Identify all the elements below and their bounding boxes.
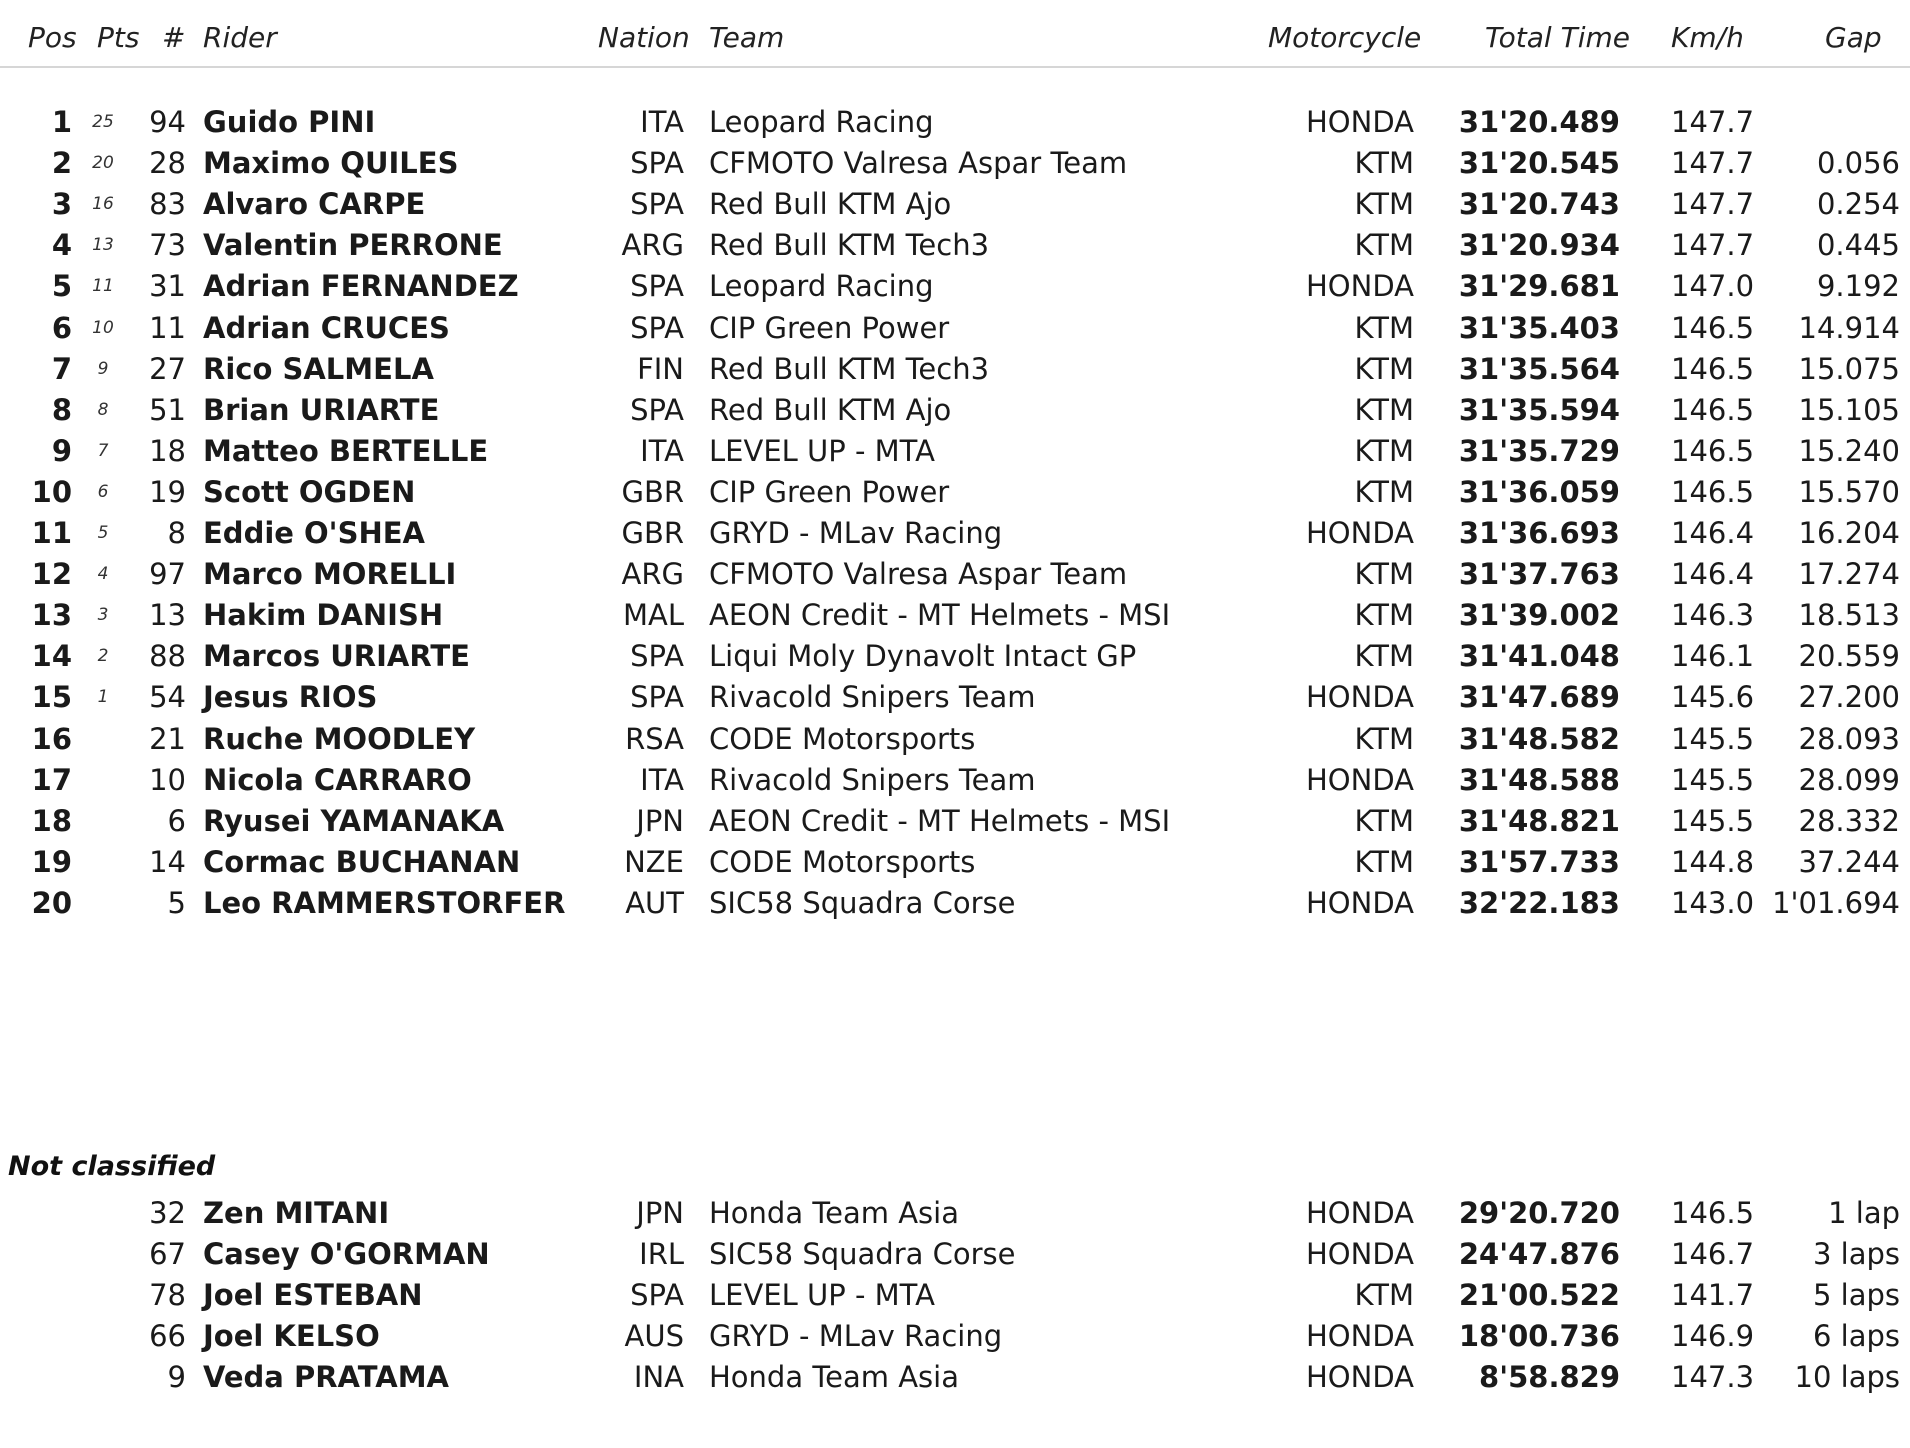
team-cell: Rivacold Snipers Team <box>709 763 1036 797</box>
speed-kmh-cell: 146.5 <box>1671 434 1755 468</box>
speed-kmh-cell: 143.0 <box>1671 886 1755 920</box>
team-cell: Liqui Moly Dynavolt Intact GP <box>709 639 1137 673</box>
header-rider: Rider <box>203 21 277 54</box>
position-cell: 6 <box>51 311 72 345</box>
total-time-cell: 18'00.736 <box>1458 1319 1620 1353</box>
total-time-cell: 31'36.059 <box>1458 475 1620 509</box>
rider-name-cell: Joel ESTEBAN <box>203 1278 423 1312</box>
speed-kmh-cell: 146.5 <box>1671 352 1755 386</box>
points-cell <box>86 878 120 928</box>
team-cell: Red Bull KTM Ajo <box>709 393 952 427</box>
rider-number-cell: 11 <box>149 311 186 345</box>
speed-kmh-cell: 147.3 <box>1671 1360 1755 1394</box>
motorcycle-cell: HONDA <box>1306 516 1414 550</box>
speed-kmh-cell: 146.1 <box>1671 639 1755 673</box>
gap-cell: 14.914 <box>1798 311 1900 345</box>
rider-number-cell: 19 <box>149 475 186 509</box>
gap-cell: 6 laps <box>1812 1319 1900 1353</box>
gap-cell: 1'01.694 <box>1772 886 1900 920</box>
rider-number-cell: 94 <box>149 105 186 139</box>
motorcycle-cell: KTM <box>1354 311 1414 345</box>
gap-cell: 28.093 <box>1798 722 1900 756</box>
rider-number-cell: 27 <box>149 352 186 386</box>
rider-name-cell: Cormac BUCHANAN <box>203 845 521 879</box>
motorcycle-cell: HONDA <box>1306 1237 1414 1271</box>
speed-kmh-cell: 146.7 <box>1671 1237 1755 1271</box>
total-time-cell: 31'35.729 <box>1458 434 1620 468</box>
header-kmh: Km/h <box>1671 21 1744 54</box>
rider-number-cell: 8 <box>167 516 186 550</box>
header-pos: Pos <box>28 21 77 54</box>
gap-cell: 27.200 <box>1798 680 1900 714</box>
nation-cell: ARG <box>621 557 684 591</box>
rider-name-cell: Zen MITANI <box>203 1196 390 1230</box>
header-number: # <box>162 21 186 54</box>
motorcycle-cell: HONDA <box>1306 105 1414 139</box>
rider-name-cell: Ryusei YAMANAKA <box>203 804 505 838</box>
rider-name-cell: Leo RAMMERSTORFER <box>203 886 566 920</box>
gap-cell: 10 laps <box>1794 1360 1900 1394</box>
gap-cell: 1 lap <box>1828 1196 1900 1230</box>
points-cell: 5 <box>97 523 109 543</box>
rider-name-cell: Eddie O'SHEA <box>203 516 425 550</box>
nation-cell: ARG <box>621 228 684 262</box>
speed-kmh-cell: 145.6 <box>1671 680 1755 714</box>
speed-kmh-cell: 146.5 <box>1671 1196 1755 1230</box>
team-cell: SIC58 Squadra Corse <box>709 886 1016 920</box>
rider-number-cell: 88 <box>149 639 186 673</box>
header-team: Team <box>709 21 785 54</box>
team-cell: SIC58 Squadra Corse <box>709 1237 1016 1271</box>
position-cell: 1 <box>51 105 72 139</box>
total-time-cell: 31'29.681 <box>1458 269 1620 303</box>
speed-kmh-cell: 141.7 <box>1671 1278 1755 1312</box>
speed-kmh-cell: 147.7 <box>1671 228 1755 262</box>
total-time-cell: 31'37.763 <box>1458 557 1620 591</box>
position-cell: 9 <box>51 434 72 468</box>
header-pts: Pts <box>97 21 140 54</box>
motorcycle-cell: HONDA <box>1306 680 1414 714</box>
nation-cell: AUS <box>624 1319 684 1353</box>
total-time-cell: 31'48.821 <box>1458 804 1620 838</box>
table-row <box>0 878 1910 928</box>
nation-cell: NZE <box>624 845 684 879</box>
position-cell: 18 <box>31 804 72 838</box>
points-cell: 3 <box>97 605 109 625</box>
nation-cell: SPA <box>630 393 684 427</box>
gap-cell: 15.105 <box>1798 393 1900 427</box>
header-nation: Nation <box>598 21 690 54</box>
rider-name-cell: Nicola CARRARO <box>203 763 472 797</box>
team-cell: LEVEL UP - MTA <box>709 434 935 468</box>
position-cell: 19 <box>31 845 72 879</box>
nation-cell: ITA <box>640 105 684 139</box>
total-time-cell: 31'35.403 <box>1458 311 1620 345</box>
rider-number-cell: 5 <box>167 886 186 920</box>
team-cell: Rivacold Snipers Team <box>709 680 1036 714</box>
position-cell: 14 <box>31 639 72 673</box>
nation-cell: SPA <box>630 639 684 673</box>
rider-number-cell: 83 <box>149 187 186 221</box>
rider-name-cell: Scott OGDEN <box>203 475 416 509</box>
speed-kmh-cell: 144.8 <box>1671 845 1755 879</box>
speed-kmh-cell: 146.5 <box>1671 475 1755 509</box>
speed-kmh-cell: 147.7 <box>1671 187 1755 221</box>
gap-cell: 0.445 <box>1816 228 1900 262</box>
points-cell: 25 <box>92 112 114 132</box>
nation-cell: FIN <box>637 352 684 386</box>
rider-number-cell: 28 <box>149 146 186 180</box>
motorcycle-cell: KTM <box>1354 639 1414 673</box>
total-time-cell: 31'39.002 <box>1458 598 1620 632</box>
nation-cell: GBR <box>621 516 684 550</box>
rider-number-cell: 32 <box>149 1196 186 1230</box>
gap-cell: 16.204 <box>1798 516 1900 550</box>
position-cell: 16 <box>31 722 72 756</box>
team-cell: CFMOTO Valresa Aspar Team <box>709 557 1128 591</box>
total-time-cell: 32'22.183 <box>1458 886 1620 920</box>
position-cell: 12 <box>31 557 72 591</box>
total-time-cell: 31'35.564 <box>1458 352 1620 386</box>
points-cell: 8 <box>97 400 109 420</box>
points-cell: 10 <box>92 318 114 338</box>
rider-number-cell: 54 <box>149 680 186 714</box>
gap-cell: 3 laps <box>1812 1237 1900 1271</box>
motorcycle-cell: KTM <box>1354 146 1414 180</box>
rider-number-cell: 78 <box>149 1278 186 1312</box>
total-time-cell: 31'20.545 <box>1458 146 1620 180</box>
motorcycle-cell: KTM <box>1354 475 1414 509</box>
total-time-cell: 31'20.743 <box>1458 187 1620 221</box>
team-cell: AEON Credit - MT Helmets - MSI <box>709 804 1171 838</box>
team-cell: GRYD - MLav Racing <box>709 516 1003 550</box>
speed-kmh-cell: 146.5 <box>1671 311 1755 345</box>
team-cell: Red Bull KTM Tech3 <box>709 352 990 386</box>
rider-name-cell: Adrian CRUCES <box>203 311 450 345</box>
points-cell: 9 <box>97 359 109 379</box>
rider-number-cell: 13 <box>149 598 186 632</box>
points-cell <box>86 1352 120 1402</box>
motorcycle-cell: HONDA <box>1306 1360 1414 1394</box>
team-cell: GRYD - MLav Racing <box>709 1319 1003 1353</box>
total-time-cell: 31'20.489 <box>1458 105 1620 139</box>
rider-name-cell: Rico SALMELA <box>203 352 434 386</box>
position-cell: 13 <box>31 598 72 632</box>
rider-name-cell: Jesus RIOS <box>203 680 378 714</box>
nation-cell: RSA <box>625 722 684 756</box>
motorcycle-cell: KTM <box>1354 557 1414 591</box>
points-cell: 20 <box>92 153 114 173</box>
motorcycle-cell: HONDA <box>1306 763 1414 797</box>
nation-cell: SPA <box>630 311 684 345</box>
motorcycle-cell: KTM <box>1354 434 1414 468</box>
team-cell: CODE Motorsports <box>709 722 976 756</box>
team-cell: Leopard Racing <box>709 269 934 303</box>
nation-cell: SPA <box>630 1278 684 1312</box>
rider-name-cell: Joel KELSO <box>203 1319 380 1353</box>
motorcycle-cell: KTM <box>1354 352 1414 386</box>
rider-name-cell: Valentin PERRONE <box>203 228 503 262</box>
rider-name-cell: Matteo BERTELLE <box>203 434 489 468</box>
rider-number-cell: 21 <box>149 722 186 756</box>
motorcycle-cell: KTM <box>1354 393 1414 427</box>
speed-kmh-cell: 147.7 <box>1671 105 1755 139</box>
team-cell: CIP Green Power <box>709 311 950 345</box>
nation-cell: ITA <box>640 434 684 468</box>
gap-cell: 15.075 <box>1798 352 1900 386</box>
gap-cell: 5 laps <box>1812 1278 1900 1312</box>
rider-name-cell: Marco MORELLI <box>203 557 457 591</box>
total-time-cell: 31'41.048 <box>1458 639 1620 673</box>
rider-name-cell: Maximo QUILES <box>203 146 459 180</box>
gap-cell: 0.056 <box>1816 146 1900 180</box>
gap-cell: 18.513 <box>1798 598 1900 632</box>
team-cell: Leopard Racing <box>709 105 934 139</box>
rider-number-cell: 31 <box>149 269 186 303</box>
rider-name-cell: Alvaro CARPE <box>203 187 426 221</box>
rider-number-cell: 66 <box>149 1319 186 1353</box>
total-time-cell: 24'47.876 <box>1458 1237 1620 1271</box>
team-cell: Red Bull KTM Ajo <box>709 187 952 221</box>
total-time-cell: 31'36.693 <box>1458 516 1620 550</box>
motorcycle-cell: KTM <box>1354 1278 1414 1312</box>
not-classified-heading: Not classified <box>8 1151 216 1182</box>
nation-cell: ITA <box>640 763 684 797</box>
rider-number-cell: 97 <box>149 557 186 591</box>
speed-kmh-cell: 145.5 <box>1671 763 1755 797</box>
speed-kmh-cell: 146.4 <box>1671 516 1755 550</box>
rider-name-cell: Adrian FERNANDEZ <box>203 269 519 303</box>
points-cell: 2 <box>97 646 109 666</box>
team-cell: CFMOTO Valresa Aspar Team <box>709 146 1128 180</box>
speed-kmh-cell: 146.9 <box>1671 1319 1755 1353</box>
rider-name-cell: Casey O'GORMAN <box>203 1237 490 1271</box>
gap-cell: 28.099 <box>1798 763 1900 797</box>
header-motorcycle: Motorcycle <box>1268 21 1422 54</box>
motorcycle-cell: KTM <box>1354 187 1414 221</box>
team-cell: Red Bull KTM Tech3 <box>709 228 990 262</box>
nation-cell: IRL <box>639 1237 684 1271</box>
gap-cell: 20.559 <box>1798 639 1900 673</box>
position-cell: 5 <box>51 269 72 303</box>
points-cell: 11 <box>92 276 114 296</box>
nation-cell: AUT <box>625 886 684 920</box>
motorcycle-cell: HONDA <box>1306 886 1414 920</box>
points-cell: 4 <box>97 564 109 584</box>
gap-cell: 15.570 <box>1798 475 1900 509</box>
gap-cell: 28.332 <box>1798 804 1900 838</box>
gap-cell: 9.192 <box>1816 269 1900 303</box>
position-cell: 17 <box>31 763 72 797</box>
team-cell: Honda Team Asia <box>709 1360 959 1394</box>
motorcycle-cell: HONDA <box>1306 269 1414 303</box>
position-cell: 20 <box>31 886 72 920</box>
total-time-cell: 8'58.829 <box>1479 1360 1620 1394</box>
team-cell: AEON Credit - MT Helmets - MSI <box>709 598 1171 632</box>
nation-cell: INA <box>633 1360 684 1394</box>
speed-kmh-cell: 147.7 <box>1671 146 1755 180</box>
speed-kmh-cell: 146.5 <box>1671 393 1755 427</box>
points-cell: 16 <box>92 194 114 214</box>
rider-name-cell: Veda PRATAMA <box>203 1360 450 1394</box>
team-cell: CIP Green Power <box>709 475 950 509</box>
nation-cell: SPA <box>630 146 684 180</box>
rider-name-cell: Guido PINI <box>203 105 376 139</box>
header-gap: Gap <box>1825 21 1882 54</box>
rider-name-cell: Marcos URIARTE <box>203 639 470 673</box>
points-cell: 7 <box>97 441 109 461</box>
gap-cell: 15.240 <box>1798 434 1900 468</box>
motorcycle-cell: KTM <box>1354 228 1414 262</box>
rider-name-cell: Hakim DANISH <box>203 598 444 632</box>
motorcycle-cell: HONDA <box>1306 1319 1414 1353</box>
position-cell: 7 <box>51 352 72 386</box>
total-time-cell: 29'20.720 <box>1458 1196 1620 1230</box>
rider-number-cell: 9 <box>167 1360 186 1394</box>
rider-number-cell: 73 <box>149 228 186 262</box>
points-cell: 6 <box>97 482 109 502</box>
team-cell: LEVEL UP - MTA <box>709 1278 935 1312</box>
total-time-cell: 31'48.582 <box>1458 722 1620 756</box>
position-cell: 3 <box>51 187 72 221</box>
speed-kmh-cell: 145.5 <box>1671 722 1755 756</box>
speed-kmh-cell: 145.5 <box>1671 804 1755 838</box>
position-cell: 8 <box>51 393 72 427</box>
motorcycle-cell: KTM <box>1354 722 1414 756</box>
rider-name-cell: Brian URIARTE <box>203 393 440 427</box>
table-row <box>0 1352 1910 1402</box>
total-time-cell: 31'57.733 <box>1458 845 1620 879</box>
position-cell <box>0 1352 72 1402</box>
nation-cell: SPA <box>630 680 684 714</box>
rider-number-cell: 14 <box>149 845 186 879</box>
header-total-time: Total Time <box>1485 21 1630 54</box>
nation-cell: MAL <box>622 598 684 632</box>
rider-number-cell: 6 <box>167 804 186 838</box>
rider-number-cell: 18 <box>149 434 186 468</box>
total-time-cell: 31'48.588 <box>1458 763 1620 797</box>
rider-name-cell: Ruche MOODLEY <box>203 722 476 756</box>
nation-cell: SPA <box>630 269 684 303</box>
gap-cell: 0.254 <box>1816 187 1900 221</box>
points-cell: 1 <box>97 687 109 707</box>
position-cell: 15 <box>31 680 72 714</box>
position-cell: 11 <box>31 516 72 550</box>
points-cell: 13 <box>92 235 114 255</box>
team-cell: CODE Motorsports <box>709 845 976 879</box>
speed-kmh-cell: 147.0 <box>1671 269 1755 303</box>
total-time-cell: 31'47.689 <box>1458 680 1620 714</box>
gap-cell: 17.274 <box>1798 557 1900 591</box>
nation-cell: JPN <box>636 1196 684 1230</box>
total-time-cell: 21'00.522 <box>1458 1278 1620 1312</box>
results-header-row <box>0 0 1910 68</box>
gap-cell: 37.244 <box>1798 845 1900 879</box>
position-cell: 4 <box>51 228 72 262</box>
total-time-cell: 31'20.934 <box>1458 228 1620 262</box>
nation-cell: JPN <box>636 804 684 838</box>
total-time-cell: 31'35.594 <box>1458 393 1620 427</box>
motorcycle-cell: KTM <box>1354 598 1414 632</box>
motorcycle-cell: KTM <box>1354 845 1414 879</box>
motorcycle-cell: HONDA <box>1306 1196 1414 1230</box>
nation-cell: GBR <box>621 475 684 509</box>
position-cell: 10 <box>31 475 72 509</box>
team-cell: Honda Team Asia <box>709 1196 959 1230</box>
rider-number-cell: 51 <box>149 393 186 427</box>
nation-cell: SPA <box>630 187 684 221</box>
position-cell: 2 <box>51 146 72 180</box>
rider-number-cell: 67 <box>149 1237 186 1271</box>
rider-number-cell: 10 <box>149 763 186 797</box>
speed-kmh-cell: 146.3 <box>1671 598 1755 632</box>
motorcycle-cell: KTM <box>1354 804 1414 838</box>
speed-kmh-cell: 146.4 <box>1671 557 1755 591</box>
